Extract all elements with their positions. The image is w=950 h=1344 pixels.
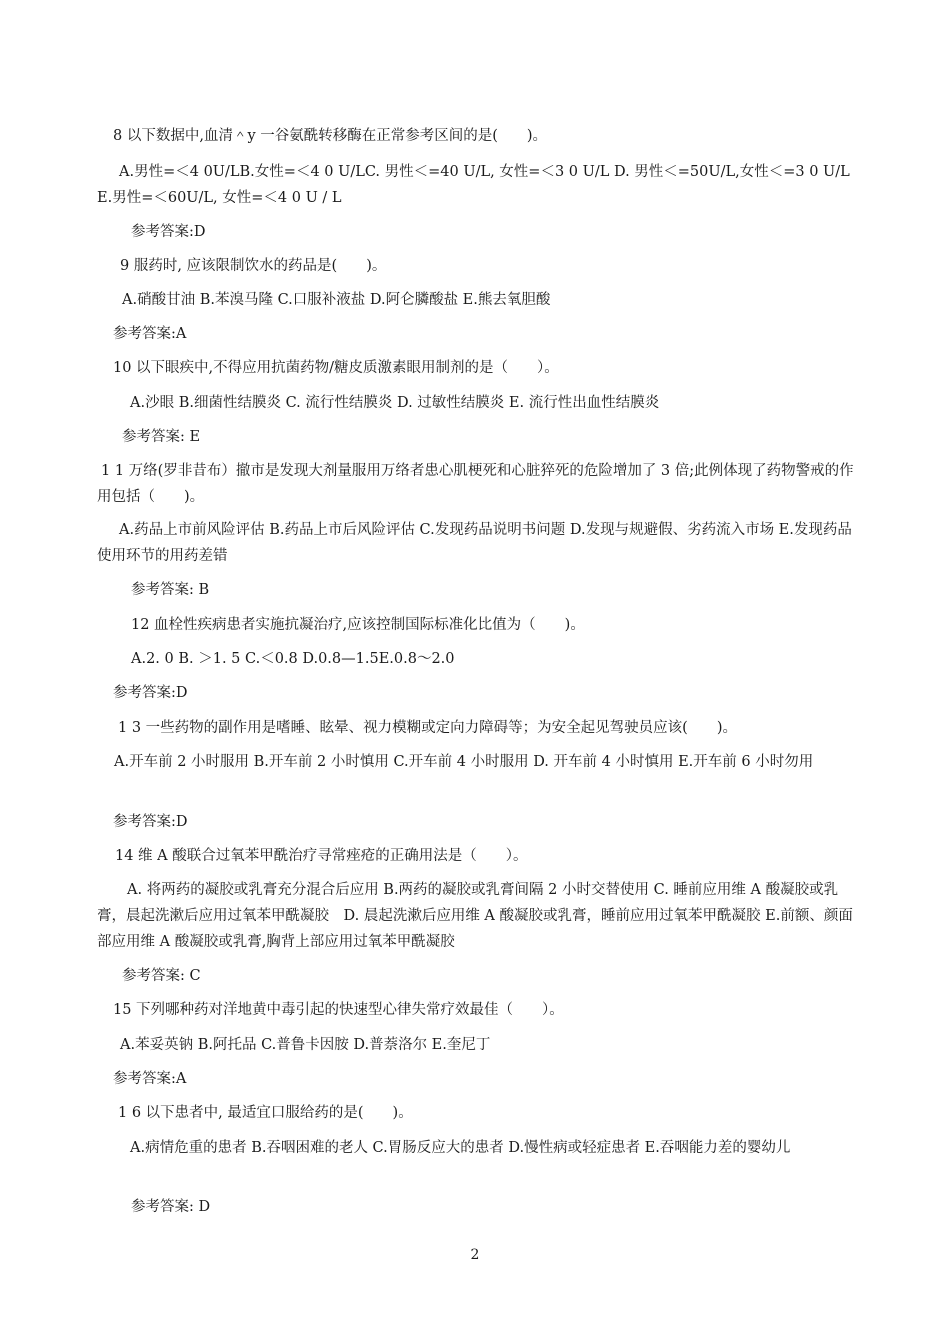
question-10-text: 10 以下眼疾中,不得应用抗菌药物/糖皮质激素眼用制剂的是（ ）。 (113, 360, 559, 376)
question-14-options: A. 将两药的凝胶或乳膏充分混合后应用 B.两药的凝胶或乳膏间隔 2 小时交替使用 C. 睡前应用维 A 酸凝胶或乳膏，晨起洗漱后应用过氧苯甲酰凝胶 D. 晨起洗漱后应用维 A 酸凝胶或乳膏，睡前应用过氧苯甲酰凝胶 E.前额、颜面部应用维 A 酸凝胶或乳膏,胸背上部应用过氧苯甲酰凝胶 (97, 882, 853, 950)
question-9-options: A.硝酸甘油 B.苯溴马隆 C.口服补液盐 D.阿仑膦酸盐 E.熊去氧胆酸 (122, 292, 551, 308)
question-15-answer: 参考答案:A (113, 1071, 187, 1087)
question-9-answer: 参考答案:A (113, 326, 187, 342)
question-8-options: A.男性=＜4 0U/LB.女性=＜4 0 U/LC. 男性＜=40 U/L, 女性=＜3 0 U/L D. 男性＜=50U/L,女性＜=3 0 U/L E.男性=＜60U/L, 女性=＜4 0 U / L (97, 164, 850, 206)
question-16-text: 1 6 以下患者中, 最适宜口服给药的是( )。 (118, 1105, 413, 1121)
question-15-text: 15 下列哪种药对洋地黄中毒引起的快速型心律失常疗效最佳（ ）。 (113, 1002, 564, 1018)
question-14-answer: 参考答案: C (122, 968, 201, 984)
question-16-options: A.病情危重的患者 B.吞咽困难的老人 C.胃肠反应大的患者 D.慢性病或轻症患者 E.吞咽能力差的婴幼儿 (130, 1140, 791, 1156)
question-10-answer: 参考答案: E (122, 429, 201, 445)
question-12-options: A.2. 0 B. ＞1. 5 C.＜0.8 D.0.8—1.5E.0.8～2.0 (131, 651, 455, 667)
question-12-text: 12 血栓性疾病患者实施抗凝治疗,应该控制国际标准化比值为（ )。 (131, 617, 585, 633)
question-11-options: A.药品上市前风险评估 B.药品上市后风险评估 C.发现药品说明书问题 D.发现与规避假、劣药流入市场 E.发现药品使用环节的用药差错 (97, 522, 852, 564)
question-10-options: A.沙眼 B.细菌性结膜炎 C. 流行性结膜炎 D. 过敏性结膜炎 E. 流行性出血性结膜炎 (130, 395, 660, 411)
question-13-options: A.开车前 2 小时服用 B.开车前 2 小时慎用 C.开车前 4 小时服用 D. 开车前 4 小时慎用 E.开车前 6 小时勿用 (114, 754, 814, 770)
question-13-text: 1 3 一些药物的副作用是嗜睡、眩晕、视力模糊或定向力障碍等；为安全起见驾驶员应该( )。 (118, 720, 737, 736)
question-9-text: 9 服药时, 应该限制饮水的药品是( )。 (120, 258, 387, 274)
question-8-answer: 参考答案:D (131, 224, 206, 240)
question-14-text: 14 维 A 酸联合过氧苯甲酰治疗寻常痤疮的正确用法是（ ）。 (115, 848, 528, 864)
question-11-text: 1 1 万络(罗非昔布）撤市是发现大剂量服用万络者患心肌梗死和心脏猝死的危险增加了 3 倍;此例体现了药物警戒的作用包括（ )。 (97, 463, 854, 505)
question-13-answer: 参考答案:D (113, 814, 188, 830)
question-16-answer: 参考答案: D (131, 1199, 211, 1215)
question-11-answer: 参考答案: B (131, 582, 210, 598)
question-12-answer: 参考答案:D (113, 685, 188, 701)
question-8-text: 8 以下数据中,血清＾y 一谷氨酰转移酶在正常参考区间的是( )。 (113, 128, 548, 144)
question-15-options: A.苯妥英钠 B.阿托品 C.普鲁卡因胺 D.普萘洛尔 E.奎尼丁 (120, 1037, 491, 1053)
page-number: 2 (470, 1247, 480, 1263)
